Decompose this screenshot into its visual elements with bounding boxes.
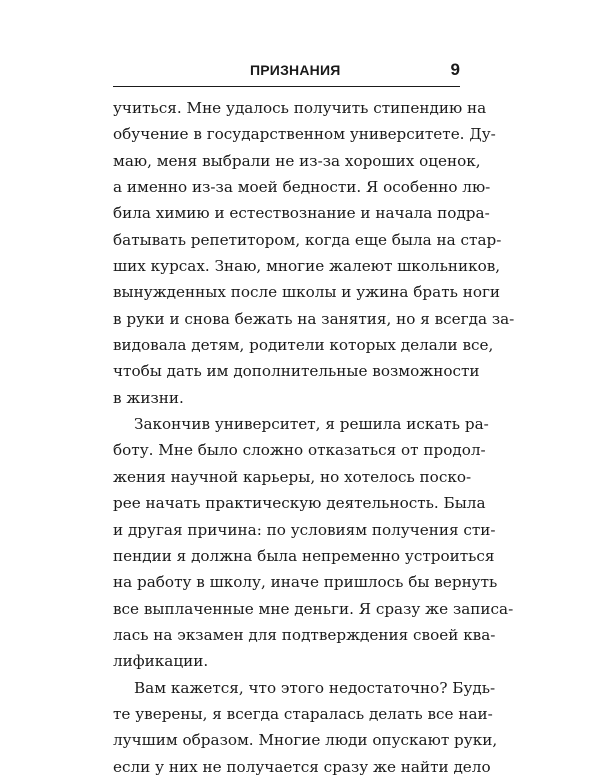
text-line: Вам кажется, что этого недостаточно? Будь- [134,678,496,697]
text-line: и другая причина: по условиям получения сти- [113,520,496,539]
text-line: видовала детям, родители которых делали все, [113,336,494,355]
text-line: маю, меня выбрали не из-за хороших оценок, [113,151,481,170]
text-line: жения научной карьеры, но хотелось поско- [113,467,472,486]
body-text [113,95,515,780]
text-line: если у них не получается сразу же найти дело [113,757,491,776]
text-line: учиться. Мне удалось получить стипендию на [113,99,487,117]
text-line: в руки и снова бежать на занятия, но я всегда за- [113,309,515,328]
text-line: а именно из-за моей бедности. Я особенно лю- [113,178,491,197]
text-line: лификации. [113,652,209,671]
text-line: рее начать практическую деятельность. Была [113,494,486,513]
text-line: пендии я должна была непременно устроиться [113,546,495,565]
text-line: на работу в школу, иначе пришлось бы вернуть [113,573,498,592]
text-line: батывать репетитором, когда еще была на стар- [113,230,502,249]
running-head [113,60,460,86]
text-line: била химию и естествознание и начала подра- [113,204,490,223]
text-line: чтобы дать им дополнительные возможности [113,362,480,381]
text-line: все выплаченные мне деньги. Я сразу же записа- [113,599,514,618]
header-rule [113,86,460,87]
text-line: обучение в государственном университете. Ду- [113,125,496,144]
running-title: ПРИЗНАНИЯ [250,62,341,78]
text-line: лучшим образом. Многие люди опускают руки, [113,731,498,750]
text-line: те уверены, я всегда старалась делать все наи- [113,704,493,723]
text-line: ших курсах. Знаю, многие жалеют школьников, [113,257,501,276]
text-line: Закончив университет, я решила искать ра- [134,415,489,434]
text-line: лась на экзамен для подтверждения своей ква- [113,625,496,644]
page-number: 9 [450,60,460,79]
text-line: боту. Мне было сложно отказаться от продол- [113,441,486,460]
text-line: в жизни. [113,388,184,407]
text-line: вынужденных после школы и ужина брать ноги [113,283,501,302]
